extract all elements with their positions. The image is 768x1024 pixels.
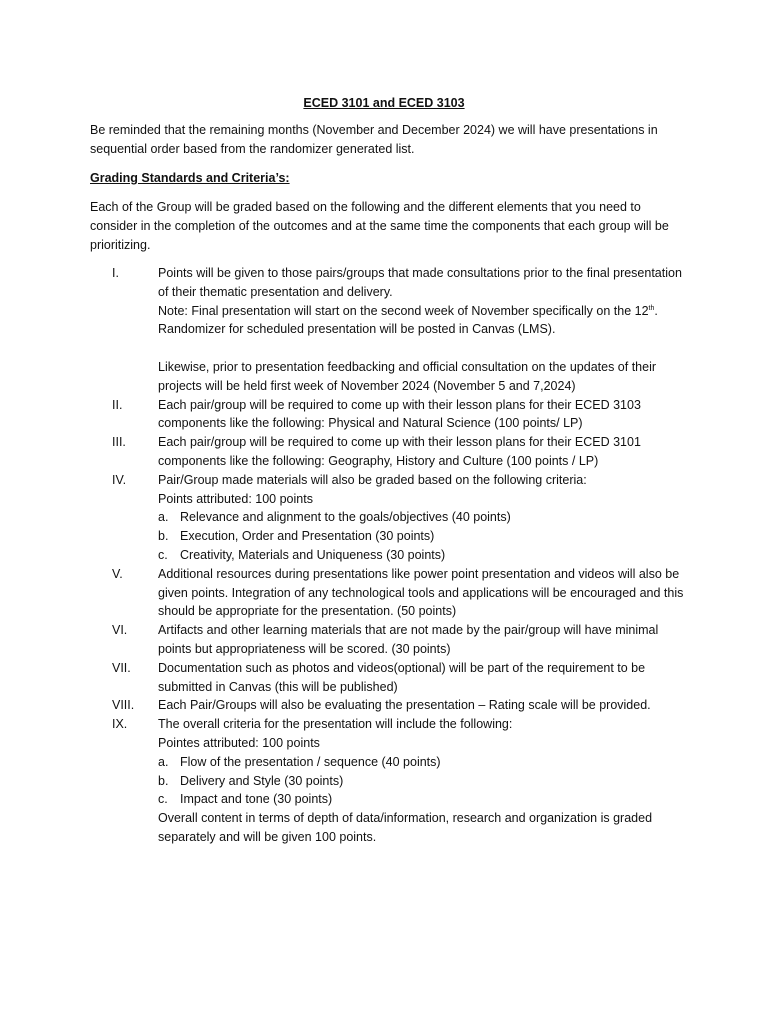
list-item-2 <box>90 396 690 434</box>
item-note <box>158 302 690 321</box>
sub-text: Relevance and alignment to the goals/objectives (40 points) <box>180 510 511 525</box>
sub-text: Impact and tone (30 points) <box>180 792 333 807</box>
item-text: Artifacts and other learning materials that are not made by the pair/group will have minimal points but appropriateness will be scored. (30 points) <box>158 623 659 656</box>
item-body <box>158 715 690 847</box>
item-number: VIII. <box>112 698 135 713</box>
item-number: V. <box>112 566 123 581</box>
sub-letter: c. <box>158 547 168 562</box>
item-text: Each pair/group will be required to come up with their lesson plans for their ECED 3103 components like the following: Physical and Natural Science (100 points/ LP) <box>158 397 641 431</box>
sub-text: Creativity, Materials and Uniqueness (30 points) <box>180 547 446 562</box>
sub-letter: c. <box>158 792 168 807</box>
blank-line <box>158 339 690 358</box>
item-text: The overall criteria for the presentation will include the following: <box>158 717 513 732</box>
sub-item <box>158 546 690 565</box>
item-text: Points will be given to those pairs/groups that made consultations prior to the final presentation of their thematic presentation and delivery. <box>158 266 682 299</box>
note-superscript: th <box>648 304 655 312</box>
sub-letter: b. <box>158 773 169 788</box>
item-text: Each Pair/Groups will also be evaluating the presentation – Rating scale will be provided. <box>158 698 651 713</box>
list-item-4 <box>90 471 690 565</box>
item-number: VI. <box>112 623 128 638</box>
sub-text: Execution, Order and Presentation (30 points) <box>180 529 435 544</box>
intro-paragraph: Be reminded that the remaining months (November and December 2024) we will have presentations in sequential order based from the randomizer generated list. <box>90 123 658 156</box>
points-attributed: Pointes attributed: 100 points <box>158 735 320 750</box>
note-text: Note: Final presentation will start on the second week of November specifically on the 12 <box>158 303 649 318</box>
sub-item <box>158 753 690 772</box>
sub-item <box>158 508 690 527</box>
item-number: III. <box>112 435 126 450</box>
criteria-list <box>90 264 690 847</box>
section-heading: Grading Standards and Criteria’s: <box>90 171 290 185</box>
sub-text: Delivery and Style (30 points) <box>180 773 344 788</box>
list-item-3 <box>90 433 690 471</box>
list-item-9 <box>90 715 690 847</box>
item-text: Documentation such as photos and videos(optional) will be part of the requirement to be submitted in Canvas (this will be published) <box>158 660 646 694</box>
item-text: Each pair/group will be required to come up with their lesson plans for their ECED 3101 components like the following: Geography, History and Culture (100 points / LP) <box>158 435 641 468</box>
item-note-2: Randomizer for scheduled presentation will be posted in Canvas (LMS). <box>158 322 556 337</box>
sub-text: Flow of the presentation / sequence (40 points) <box>180 754 441 769</box>
item-text: Additional resources during presentations like power point presentation and videos will also be given points. Integration of any technological tools and applications will be encouraged and this should be appropriate for the presentation. (50 points) <box>158 566 684 619</box>
item-number: VII. <box>112 660 131 675</box>
document-title: ECED 3101 and ECED 3103 <box>303 96 465 110</box>
list-item-6 <box>90 621 690 659</box>
overall-content-note: Overall content in terms of depth of data/information, research and organization is graded separately and will be given 100 points. <box>158 811 653 844</box>
points-attributed: Points attributed: 100 points <box>158 491 313 506</box>
note-end: . <box>654 303 658 318</box>
list-item-1 <box>90 264 690 396</box>
item-likewise: Likewise, prior to presentation feedbacking and official consultation on the updates of their projects will be held first week of November 2024 (November 5 and 7,2024) <box>158 359 657 393</box>
sub-item <box>158 772 690 791</box>
list-item-7 <box>90 659 690 697</box>
item-number: IX. <box>112 717 128 732</box>
sub-letter: b. <box>158 529 169 544</box>
list-item-5 <box>90 565 690 621</box>
item-body <box>158 471 690 565</box>
list-item-8 <box>90 696 690 715</box>
item-number: I. <box>112 266 119 280</box>
sub-letter: a. <box>158 510 169 525</box>
sub-letter: a. <box>158 754 169 769</box>
item-number: IV. <box>112 472 127 487</box>
item-number: II. <box>112 397 123 412</box>
sub-item <box>158 527 690 546</box>
item-body <box>158 264 690 396</box>
description-paragraph: Each of the Group will be graded based on the following and the different elements that you need to consider in the completion of the outcomes and at the same time the components that each group will be prioritizing. <box>90 200 669 252</box>
item-text: Pair/Group made materials will also be graded based on the following criteria: <box>158 472 587 487</box>
sub-item <box>158 790 690 809</box>
